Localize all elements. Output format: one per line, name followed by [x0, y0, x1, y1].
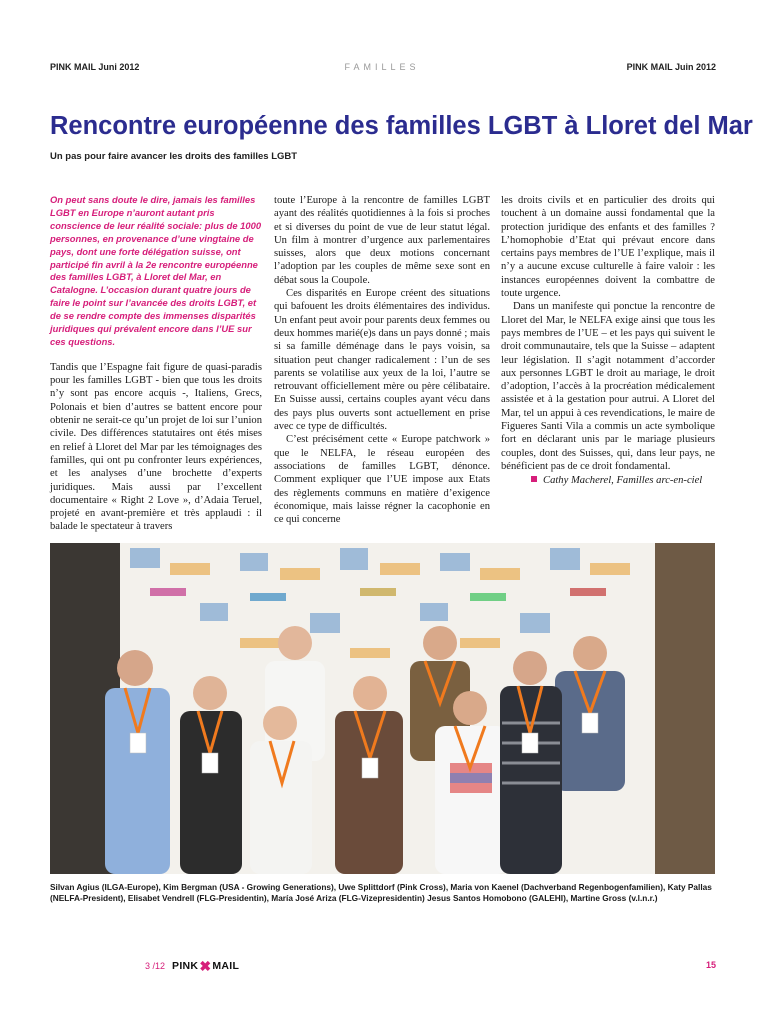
text-column-3 [501, 194, 715, 488]
article-lead: On peut sans doute le dire, jamais les familles LGBT en Europe n’auront autant pris conscience de leur réalité sociale: plus de 1000 personnes, en provenance d’une vingtaine de pays, dont une forte délégation suisse, ont participé fin avril à la 2e rencontre européenne des familles LGBT, à Lloret del Mar, en Catalogne. L’occasion durant quatre jours de faire le point sur l’avancée des droits LGBT, et de se rendre compte des immenses disparités juridiques qui prévalent encore dans l’UE sur ces questions. [50, 194, 262, 347]
pink-mail-logo [172, 960, 239, 972]
body-paragraph: les droits civils et en particulier des droits qui touchent à un domaine aussi fondamental que la protection juridique des enfants et des familles ? L’homophobie d’Etat qui prévaut encore dans certains pays membres de l’UE l’explique, mais il n’y a aucune excuse culturelle à faire valoir : les instances européennes doivent la combattre de toute urgence. [501, 195, 715, 300]
article-subtitle: Un pas pour faire avancer les droits des familles LGBT [50, 151, 298, 162]
body-paragraph: C’est précisément cette « Europe patchwork » que le NELFA, le réseau européen des associations de familles LGBT, dénonce. Comment expliquer que l’UE impose aux Etats des règlements communs en matière d’exigence économique, mais laisse régner la cacophonie en ce qui concerne [274, 434, 490, 526]
text-column-2 [274, 194, 490, 526]
square-bullet-icon [531, 476, 537, 482]
author-name: Cathy Macherel, Familles arc-en-ciel [543, 475, 703, 487]
group-photo [50, 543, 715, 874]
logo-word-mail: MAIL [212, 960, 240, 972]
photo-caption: Silvan Agius (ILGA-Europe), Kim Bergman (USA - Growing Generations), Uwe Splittdorf (Pink Cross), Maria von Kaenel (Dachverband Regenbogenfamilien), Katy Pallas (NELFA-President), Elisabet Vendrell (FLG-Presidentin), María José Ariza (FLG-Vizepresidentin) Jesus Santos Homobono (GALEHI), Martine Gross (v.l.n.r.) [50, 882, 712, 904]
running-head-right: PINK MAIL Juin 2012 [626, 62, 716, 72]
body-paragraph: Dans un manifeste qui ponctue la rencontre de Lloret del Mar, le NELFA exige ainsi que tous les pays membres de l’UE – et les pays qui suivent le droit communautaire, tels que la Suisse – adaptent leur législation. Il s’agit notamment d’accorder aux personnes LGBT le droit au mariage, le droit d’adoption, l’accès à la procréation médicalement assistée et à la gestation pour autrui. A Lloret del Mar, tel un appui à ces revendications, le maire de Figueres Santi Vila a commis un acte symbolique fort en déclarant unis par le mariage plusieurs couples, dont des Suisses, qui, dans leur pays, ne bénéficient pas de ce droit fondamental. [501, 301, 715, 472]
running-head-left: PINK MAIL Juni 2012 [50, 62, 140, 72]
author-signature [501, 474, 715, 487]
section-label: FAMILLES [344, 62, 420, 72]
logo-word-pink: PINK [172, 960, 199, 972]
article-title: Rencontre européenne des familles LGBT à Lloret del Mar [50, 112, 753, 140]
body-paragraph: Ces disparités en Europe créent des situations qui bafouent les droits élémentaires des individus. Un enfant peut avoir pour parents deux femmes ou deux hommes marié(e)s dans un pays donné ; mais si sa famille déménage dans le pays voisin, sa situation peut changer radicalement : l’un de ses parents se volatilise aux yeux de la loi, l’autre se retrouvant officiellement mère ou père célibataire. En Suisse aussi, certains couples ayant vécu dans des pays plus ouverts sont actuellement en prise avec ce type de difficultés. [274, 288, 490, 433]
x-mark-icon: ✖ [199, 958, 212, 974]
issue-number: 3 /12 [145, 961, 166, 971]
footer-left [145, 960, 239, 972]
body-paragraph: toute l’Europe à la rencontre de familles LGBT ayant des réalités quotidiennes à la fois si proches et si diverses du point de vue de leur statut légal. Un film à montrer d’urgence aux parlementaires suisses, alors que deux motions concernant l’adoption par les couples de même sexe sont en débat sous la Coupole. [274, 195, 490, 286]
page-number: 15 [705, 960, 716, 970]
text-column-1 [50, 194, 262, 534]
body-paragraph: Tandis que l’Espagne fait figure de quasi-paradis pour les familles LGBT - bien que tous les droits n’y sont pas encore acquis -, Italiens, Grecs, Polonais et bien d’autres se battent encore pour obtenir ne serait-ce qu’un projet de loi sur l’union civile. Des différences statutaires ont étés mises en relief à Lloret del Mar par les témoignages des familles, qui ont pu confronter leurs expériences, et les analyses d’une brochette d’experts juridiques. Mais aussi par l’excellent documentaire « Right 2 Love », d’Adaia Teruel, projeté en avant-première et très applaudi : il balade le spectateur à travers [50, 361, 262, 533]
